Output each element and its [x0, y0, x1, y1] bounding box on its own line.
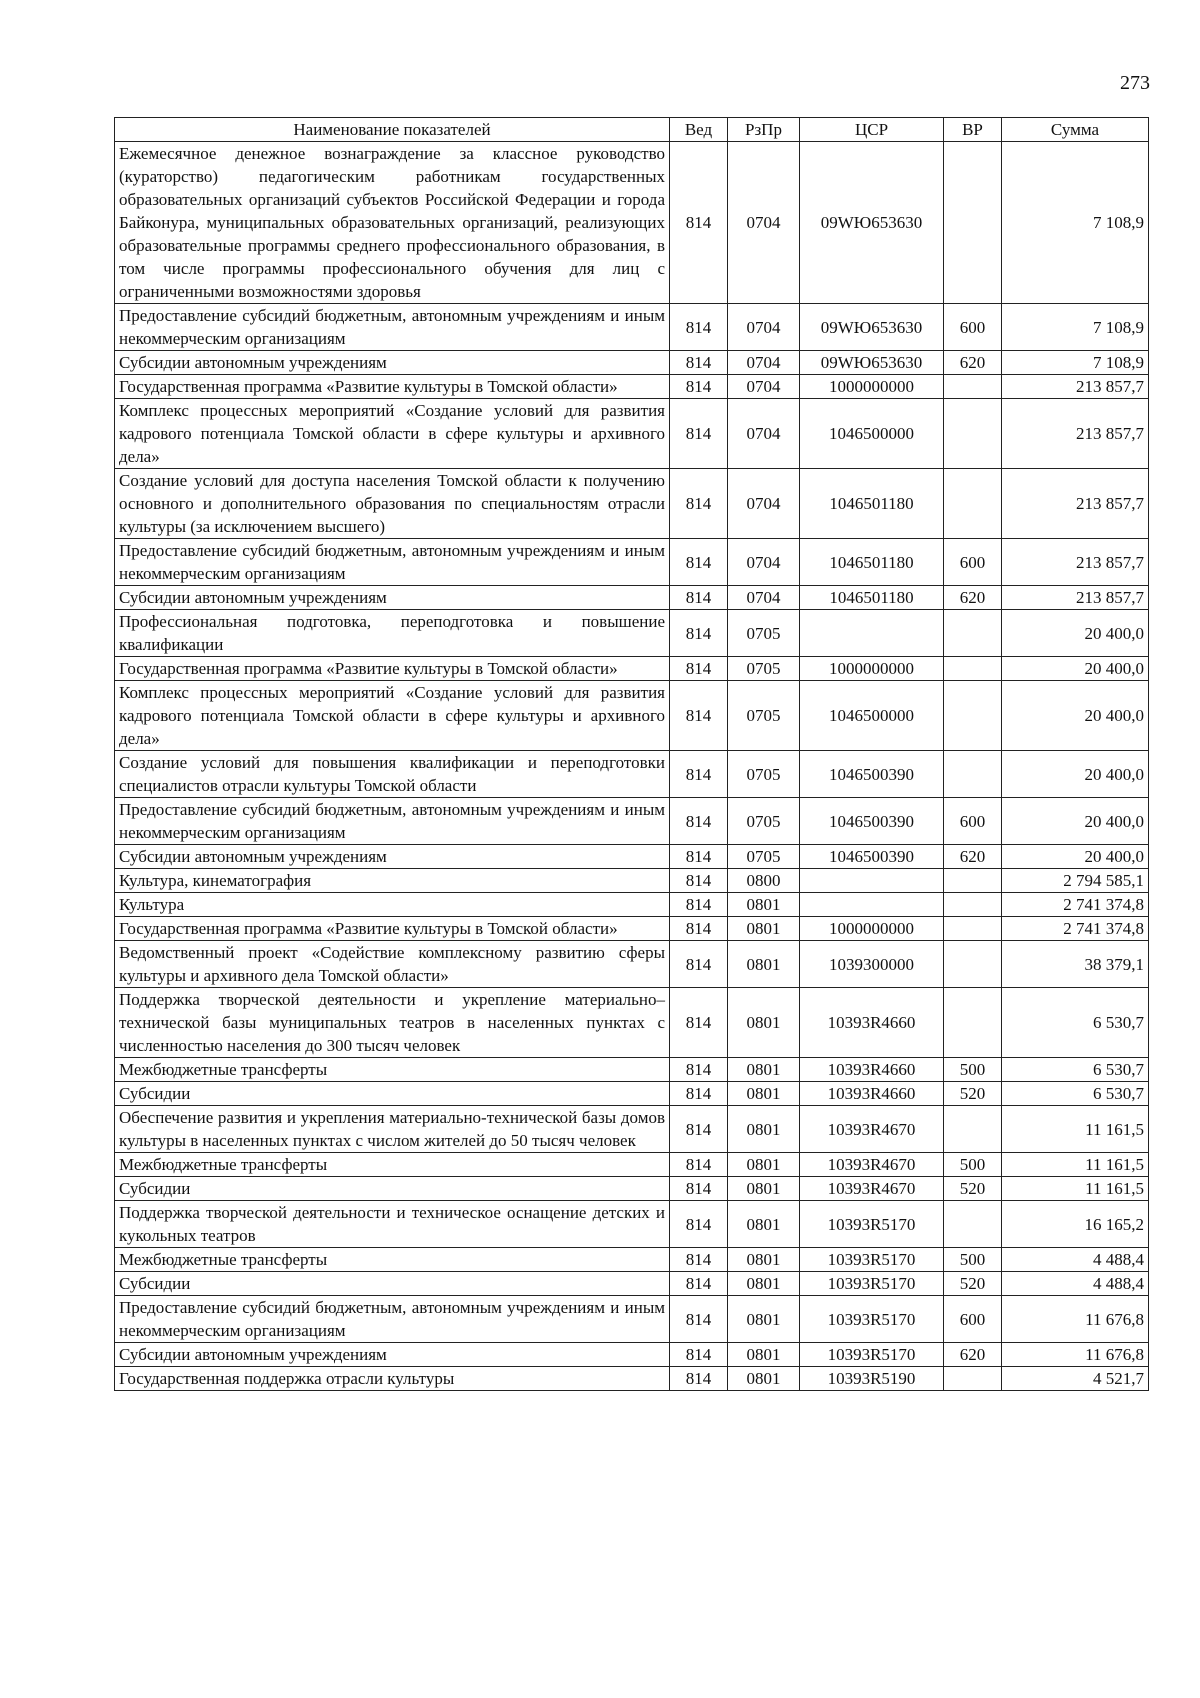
cell-rzpr: 0801	[728, 941, 800, 988]
cell-sum: 20 400,0	[1002, 657, 1149, 681]
table-row	[115, 375, 1149, 399]
cell-rzpr: 0704	[728, 304, 800, 351]
table-row	[115, 1177, 1149, 1201]
cell-sum: 11 161,5	[1002, 1153, 1149, 1177]
cell-name: Субсидии автономным учреждениям	[115, 845, 670, 869]
cell-rzpr: 0705	[728, 845, 800, 869]
cell-rzpr: 0801	[728, 1296, 800, 1343]
cell-vr	[944, 657, 1002, 681]
cell-sum: 11 676,8	[1002, 1343, 1149, 1367]
cell-csr: 1046500000	[800, 681, 944, 751]
cell-rzpr: 0801	[728, 1343, 800, 1367]
header-ved: Вед	[670, 118, 728, 142]
cell-vr: 620	[944, 351, 1002, 375]
cell-name: Государственная поддержка отрасли культуры	[115, 1367, 670, 1391]
cell-vr	[944, 399, 1002, 469]
cell-name: Субсидии	[115, 1177, 670, 1201]
cell-vr: 500	[944, 1248, 1002, 1272]
header-sum: Сумма	[1002, 118, 1149, 142]
budget-table	[114, 117, 1149, 1391]
table-row	[115, 1153, 1149, 1177]
cell-csr: 10393R4660	[800, 1058, 944, 1082]
cell-ved: 814	[670, 751, 728, 798]
cell-csr	[800, 893, 944, 917]
cell-vr: 500	[944, 1058, 1002, 1082]
cell-ved: 814	[670, 798, 728, 845]
cell-vr	[944, 988, 1002, 1058]
cell-ved: 814	[670, 586, 728, 610]
cell-sum: 213 857,7	[1002, 375, 1149, 399]
cell-ved: 814	[670, 681, 728, 751]
cell-rzpr: 0704	[728, 399, 800, 469]
table-row	[115, 941, 1149, 988]
table-row	[115, 586, 1149, 610]
cell-name: Профессиональная подготовка, переподготовка и повышение квалификации	[115, 610, 670, 657]
table-row	[115, 142, 1149, 304]
cell-rzpr: 0704	[728, 375, 800, 399]
cell-sum: 213 857,7	[1002, 469, 1149, 539]
cell-name: Предоставление субсидий бюджетным, автономным учреждениям и иным некоммерческим организациям	[115, 304, 670, 351]
cell-vr	[944, 869, 1002, 893]
cell-sum: 11 161,5	[1002, 1177, 1149, 1201]
cell-sum: 6 530,7	[1002, 1082, 1149, 1106]
cell-vr	[944, 1367, 1002, 1391]
table-row	[115, 1296, 1149, 1343]
cell-sum: 7 108,9	[1002, 304, 1149, 351]
table-row	[115, 469, 1149, 539]
cell-csr: 10393R4670	[800, 1177, 944, 1201]
cell-rzpr: 0801	[728, 1106, 800, 1153]
table-body	[115, 142, 1149, 1391]
cell-name: Обеспечение развития и укрепления материально-технической базы домов культуры в населенных пунктах с числом жителей до 50 тысяч человек	[115, 1106, 670, 1153]
cell-sum: 16 165,2	[1002, 1201, 1149, 1248]
cell-name: Субсидии автономным учреждениям	[115, 1343, 670, 1367]
cell-rzpr: 0801	[728, 1248, 800, 1272]
table-row	[115, 869, 1149, 893]
table-row	[115, 845, 1149, 869]
cell-vr: 500	[944, 1153, 1002, 1177]
cell-rzpr: 0801	[728, 1272, 800, 1296]
cell-sum: 6 530,7	[1002, 1058, 1149, 1082]
cell-name: Субсидии	[115, 1082, 670, 1106]
table-row	[115, 751, 1149, 798]
cell-rzpr: 0705	[728, 751, 800, 798]
cell-rzpr: 0801	[728, 1367, 800, 1391]
cell-name: Создание условий для доступа населения Томской области к получению основного и дополнительного образования по специальностям отрасли культуры (за исключением высшего)	[115, 469, 670, 539]
cell-name: Ведомственный проект «Содействие комплексному развитию сферы культуры и архивного дела Томской области»	[115, 941, 670, 988]
cell-csr: 10393R5170	[800, 1296, 944, 1343]
cell-vr	[944, 681, 1002, 751]
cell-sum: 20 400,0	[1002, 610, 1149, 657]
cell-ved: 814	[670, 351, 728, 375]
cell-csr	[800, 869, 944, 893]
cell-csr: 10393R5170	[800, 1201, 944, 1248]
cell-vr	[944, 469, 1002, 539]
cell-name: Межбюджетные трансферты	[115, 1248, 670, 1272]
table-row	[115, 1082, 1149, 1106]
cell-sum: 213 857,7	[1002, 399, 1149, 469]
cell-rzpr: 0704	[728, 142, 800, 304]
cell-csr: 10393R5170	[800, 1272, 944, 1296]
table-row	[115, 539, 1149, 586]
cell-name: Субсидии	[115, 1272, 670, 1296]
cell-sum: 7 108,9	[1002, 142, 1149, 304]
cell-sum: 213 857,7	[1002, 539, 1149, 586]
table-row	[115, 657, 1149, 681]
cell-csr: 10393R5170	[800, 1248, 944, 1272]
cell-rzpr: 0705	[728, 610, 800, 657]
cell-sum: 11 161,5	[1002, 1106, 1149, 1153]
table-row	[115, 304, 1149, 351]
cell-vr	[944, 893, 1002, 917]
cell-vr: 520	[944, 1272, 1002, 1296]
table-row	[115, 917, 1149, 941]
cell-sum: 20 400,0	[1002, 845, 1149, 869]
cell-csr: 1046500390	[800, 798, 944, 845]
cell-csr: 10393R4660	[800, 988, 944, 1058]
header-vr: ВР	[944, 118, 1002, 142]
cell-rzpr: 0801	[728, 1201, 800, 1248]
cell-vr: 600	[944, 1296, 1002, 1343]
cell-sum: 2 794 585,1	[1002, 869, 1149, 893]
cell-vr: 620	[944, 586, 1002, 610]
cell-csr: 1000000000	[800, 375, 944, 399]
cell-csr: 1046501180	[800, 469, 944, 539]
cell-ved: 814	[670, 1106, 728, 1153]
cell-name: Межбюджетные трансферты	[115, 1058, 670, 1082]
cell-vr: 620	[944, 845, 1002, 869]
table-row	[115, 1248, 1149, 1272]
cell-vr	[944, 917, 1002, 941]
cell-csr	[800, 610, 944, 657]
cell-csr: 1046500390	[800, 845, 944, 869]
cell-ved: 814	[670, 917, 728, 941]
cell-sum: 4 488,4	[1002, 1248, 1149, 1272]
cell-sum: 4 488,4	[1002, 1272, 1149, 1296]
cell-csr: 1046500390	[800, 751, 944, 798]
cell-rzpr: 0801	[728, 1058, 800, 1082]
cell-name: Межбюджетные трансферты	[115, 1153, 670, 1177]
cell-name: Комплекс процессных мероприятий «Создание условий для развития кадрового потенциала Томской области в сфере культуры и архивного дела»	[115, 399, 670, 469]
cell-ved: 814	[670, 1177, 728, 1201]
cell-sum: 213 857,7	[1002, 586, 1149, 610]
cell-rzpr: 0801	[728, 893, 800, 917]
cell-vr	[944, 610, 1002, 657]
cell-vr	[944, 1201, 1002, 1248]
cell-sum: 6 530,7	[1002, 988, 1149, 1058]
cell-name: Субсидии автономным учреждениям	[115, 351, 670, 375]
table-row	[115, 610, 1149, 657]
table-row	[115, 399, 1149, 469]
cell-sum: 11 676,8	[1002, 1296, 1149, 1343]
cell-csr: 10393R4670	[800, 1153, 944, 1177]
cell-ved: 814	[670, 1058, 728, 1082]
cell-vr: 600	[944, 539, 1002, 586]
table-row	[115, 1367, 1149, 1391]
cell-ved: 814	[670, 1082, 728, 1106]
cell-ved: 814	[670, 657, 728, 681]
cell-name: Поддержка творческой деятельности и укрепление материально–технической базы муниципальных театров в населенных пунктах с численностью населения до 300 тысяч человек	[115, 988, 670, 1058]
cell-vr: 520	[944, 1082, 1002, 1106]
cell-ved: 814	[670, 375, 728, 399]
cell-csr: 09WЮ653630	[800, 304, 944, 351]
cell-vr: 600	[944, 798, 1002, 845]
header-rzpr: РзПр	[728, 118, 800, 142]
cell-ved: 814	[670, 869, 728, 893]
header-csr: ЦСР	[800, 118, 944, 142]
table-row	[115, 1272, 1149, 1296]
cell-name: Культура	[115, 893, 670, 917]
cell-vr	[944, 941, 1002, 988]
cell-name: Государственная программа «Развитие культуры в Томской области»	[115, 917, 670, 941]
cell-rzpr: 0704	[728, 351, 800, 375]
table-row	[115, 351, 1149, 375]
cell-sum: 38 379,1	[1002, 941, 1149, 988]
cell-ved: 814	[670, 1248, 728, 1272]
cell-rzpr: 0705	[728, 798, 800, 845]
table-row	[115, 1201, 1149, 1248]
cell-name: Государственная программа «Развитие культуры в Томской области»	[115, 657, 670, 681]
table-row	[115, 1343, 1149, 1367]
cell-rzpr: 0704	[728, 539, 800, 586]
cell-ved: 814	[670, 304, 728, 351]
cell-sum: 2 741 374,8	[1002, 917, 1149, 941]
cell-csr: 1046501180	[800, 539, 944, 586]
cell-rzpr: 0704	[728, 586, 800, 610]
cell-ved: 814	[670, 1296, 728, 1343]
cell-sum: 20 400,0	[1002, 798, 1149, 845]
table-row	[115, 1058, 1149, 1082]
cell-name: Субсидии автономным учреждениям	[115, 586, 670, 610]
cell-rzpr: 0801	[728, 1153, 800, 1177]
cell-vr	[944, 751, 1002, 798]
table-row	[115, 893, 1149, 917]
table-row	[115, 798, 1149, 845]
cell-csr: 1000000000	[800, 917, 944, 941]
cell-ved: 814	[670, 941, 728, 988]
cell-csr: 1046501180	[800, 586, 944, 610]
cell-ved: 814	[670, 1343, 728, 1367]
cell-rzpr: 0705	[728, 657, 800, 681]
cell-ved: 814	[670, 1272, 728, 1296]
table-row	[115, 681, 1149, 751]
cell-name: Предоставление субсидий бюджетным, автономным учреждениям и иным некоммерческим организациям	[115, 539, 670, 586]
cell-rzpr: 0801	[728, 1177, 800, 1201]
cell-sum: 7 108,9	[1002, 351, 1149, 375]
cell-name: Государственная программа «Развитие культуры в Томской области»	[115, 375, 670, 399]
cell-sum: 2 741 374,8	[1002, 893, 1149, 917]
cell-sum: 4 521,7	[1002, 1367, 1149, 1391]
cell-name: Поддержка творческой деятельности и техническое оснащение детских и кукольных театров	[115, 1201, 670, 1248]
cell-csr: 09WЮ653630	[800, 142, 944, 304]
cell-vr: 600	[944, 304, 1002, 351]
cell-name: Создание условий для повышения квалификации и переподготовки специалистов отрасли культуры Томской области	[115, 751, 670, 798]
page-number: 273	[1120, 72, 1150, 94]
cell-vr: 520	[944, 1177, 1002, 1201]
cell-rzpr: 0705	[728, 681, 800, 751]
cell-csr: 10393R5170	[800, 1343, 944, 1367]
table-row	[115, 988, 1149, 1058]
cell-ved: 814	[670, 893, 728, 917]
cell-sum: 20 400,0	[1002, 751, 1149, 798]
cell-rzpr: 0801	[728, 988, 800, 1058]
cell-ved: 814	[670, 610, 728, 657]
cell-rzpr: 0801	[728, 917, 800, 941]
cell-name: Комплекс процессных мероприятий «Создание условий для развития кадрового потенциала Томской области в сфере культуры и архивного дела»	[115, 681, 670, 751]
cell-ved: 814	[670, 469, 728, 539]
cell-csr: 10393R5190	[800, 1367, 944, 1391]
cell-ved: 814	[670, 1201, 728, 1248]
cell-csr: 1039300000	[800, 941, 944, 988]
cell-name: Предоставление субсидий бюджетным, автономным учреждениям и иным некоммерческим организациям	[115, 798, 670, 845]
cell-name: Предоставление субсидий бюджетным, автономным учреждениям и иным некоммерческим организациям	[115, 1296, 670, 1343]
header-name: Наименование показателей	[115, 118, 670, 142]
cell-vr	[944, 1106, 1002, 1153]
cell-csr: 1000000000	[800, 657, 944, 681]
cell-csr: 09WЮ653630	[800, 351, 944, 375]
cell-rzpr: 0704	[728, 469, 800, 539]
cell-ved: 814	[670, 845, 728, 869]
cell-vr	[944, 142, 1002, 304]
cell-rzpr: 0800	[728, 869, 800, 893]
cell-csr: 10393R4670	[800, 1106, 944, 1153]
table-row	[115, 1106, 1149, 1153]
cell-csr: 10393R4660	[800, 1082, 944, 1106]
cell-ved: 814	[670, 1153, 728, 1177]
cell-name: Ежемесячное денежное вознаграждение за классное руководство (кураторство) педагогическим работникам государственных образовательных организаций субъектов Российской Федерации и города Байконура, муниципальных образовательных организаций, реализующих образовательные программы среднего профессионального образования, в том числе программы профессионального обучения для лиц с ограниченными возможностями здоровья	[115, 142, 670, 304]
cell-vr	[944, 375, 1002, 399]
table-header-row	[115, 118, 1149, 142]
cell-rzpr: 0801	[728, 1082, 800, 1106]
cell-ved: 814	[670, 1367, 728, 1391]
cell-ved: 814	[670, 539, 728, 586]
cell-name: Культура, кинематография	[115, 869, 670, 893]
cell-vr: 620	[944, 1343, 1002, 1367]
cell-ved: 814	[670, 988, 728, 1058]
cell-ved: 814	[670, 399, 728, 469]
cell-ved: 814	[670, 142, 728, 304]
cell-sum: 20 400,0	[1002, 681, 1149, 751]
cell-csr: 1046500000	[800, 399, 944, 469]
